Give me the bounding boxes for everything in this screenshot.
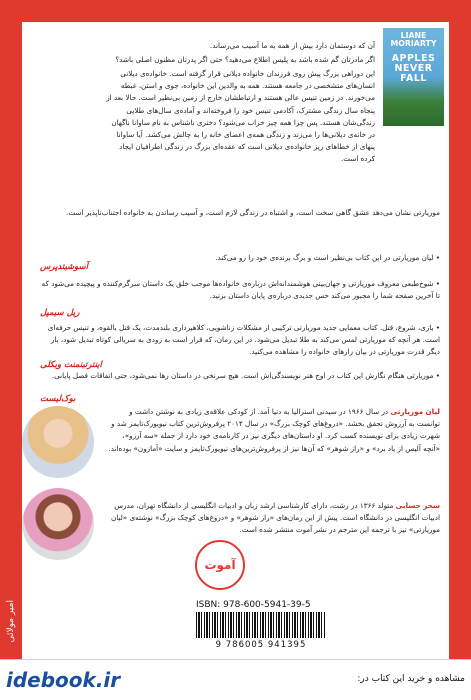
footer-caption: مشاهده و خرید این کتاب در: (357, 674, 465, 684)
intro-paragraph-closing: موریارتی نشان می‌دهد عشق گاهی سخت است، و اشتباه در زندگی لازم است، و آسیب رساندن به خانواده اجتناب‌ناپذیر است. (66, 208, 440, 217)
translator-bio-text: متولد ۱۳۶۶ در رشت، دارای کارشناسی ارشد زبان و ادبیات انگلیسی از دانشگاه تهران، مدرس ادبیات انگلیسی در دانشگاه است. پیش از این رمان‌های «راز شوهر» و «دروغ‌های کوچک بزرگ» نوشته‌ی «لیان موریارتی» نیز با ترجمه این مترجم در نشر آموت منتشر شده است. (110, 501, 440, 535)
intro-line-1: آن که دوستمان دارد بیش از همه به ما آسیب می‌رساند. (209, 41, 375, 50)
author-bio-text: در سال ۱۹۶۶ در سیدنی استرالیا به دنیا آمد. از کودکی علاقه‌ی زیادی به نوشتن داشت و توانست به آرزوش تحقق بخشد. «دروغ‌های کوچک بزرگ» در سال ۲۰۱۴ پرفروش‌ترین کتاب نیویورک‌تایمز شد و شهرت زیادی برای نویسنده کسب کرد. او داستان‌های دیگری نیز در کارنامه‌ی خود دارد از جمله «سه آرزو»، «آنچه آلیس از یاد برد» و «راز شوهر» که آن‌ها نیز از پرفروش‌ترین‌های نیویورک‌تایمز و سایت «آمازون» بوده‌اند. (108, 407, 440, 453)
review-4-text: • موریارتی هنگام نگارش این کتاب در اوج هنر نویسندگی‌اش است. هیچ سرنخی در داستان رها نمی‌شود، حتی اتفاقات فصل پایانی. (40, 370, 440, 382)
translator-name: سحر حسابی (395, 501, 440, 510)
review-1-source: آسوشیتدپرس (40, 262, 89, 272)
author-bio-paragraph (104, 406, 440, 455)
book-cover-thumbnail (383, 28, 444, 126)
author-name: لیان موریارتی (390, 407, 440, 416)
barcode-icon (196, 612, 326, 638)
review-3-source: اینترتینمنت ویکلی (40, 360, 102, 370)
footer-bar (0, 659, 471, 700)
designer-signature: امیر مولائی (6, 600, 16, 643)
site-brand-link[interactable]: idebook.ir (6, 668, 121, 692)
review-4-source: بوک‌لیست (40, 394, 76, 404)
barcode-number: 9 786005 941395 (215, 640, 307, 650)
review-1-text: • لیان موریارتی در این کتاب بی‌نظیر است و برگ برنده‌ی خود را رو می‌کند. (40, 252, 440, 264)
translator-bio-paragraph (104, 500, 440, 537)
translator-portrait (22, 488, 94, 560)
review-2-text: • شوخ‌طبعی معروف موریارتی و جهان‌بینی هوشمندانه‌اش درباره‌ی خانواده‌ها موجب خلق یک داستان سرگرم‌کننده و پیچیده می‌شود که تا آخرین صفحه شما را مجبور می‌کند حس جدیدی درباره‌ی پایان داستان بزنید. (40, 278, 440, 302)
publisher-logo: آموت (195, 540, 245, 590)
author-portrait (22, 406, 94, 478)
intro-paragraph-main: این دوراهی بزرگ پیش روی فرزندان خانواده دیلانی قرار گرفته است. خانواده‌ی دیلانی انسان‌های متشخصی در جامعه هستند. همه به والدین این خانواده، جوی و استن، غبطه می‌خورند. در زمین تنیس عالی هستند و ارتباطشان خارج از زمین بی‌نظیر است. حالا بعد از پنجاه سال زندگی مشترک، آکادمی تنیس خود را فروخته‌اند و آماده‌ی سال‌های طلایی زندگی‌شان هستند. پس چرا همه چیز خراب می‌شود؟ دختری ناشناس به نام ساوانا ناگهان در خانه‌ی دیلانی‌ها را می‌زند و زندگی همه‌ی اعضای خانه را به چالش می‌کشد. آیا ساوانا پنهای از خطاهای ریز خانواده‌ی دیلانی است که عقده‌ای بزرگ در زندگی اطرافیان ایجاد کرده است. (106, 69, 375, 164)
isbn-text: ISBN: 978-600-5941-39-5 (196, 600, 311, 610)
book-cover-author: LIANE MORIARTY (390, 31, 437, 48)
book-cover-title: APPLES NEVER FALL (391, 53, 436, 84)
review-2-source: ریل سیمپل (40, 308, 80, 318)
review-3-text: • بازی، شروع، قتل. کتاب معمایی جدید موریارتی ترکیبی از مشکلات زناشویی، کلاهبرداری بلندمدت، یک قتل بالقوه، و تنیس حرفه‌ای است. هر آنچه که موریارتی لمس می‌کند به طلا تبدیل می‌شود. در این رمان، که قرار است به زودی به سریالی کوتاه تبدیل شود، بار دیگر قدرت موریارتی در بیان رازهای خانواده را مشاهده می‌کنید. (40, 322, 440, 359)
intro-line-2: اگر مادرتان گم شده باشد به پلیس اطلاع می‌دهید؟ حتی اگر پدرتان مظنون اصلی باشد؟ (115, 55, 375, 64)
